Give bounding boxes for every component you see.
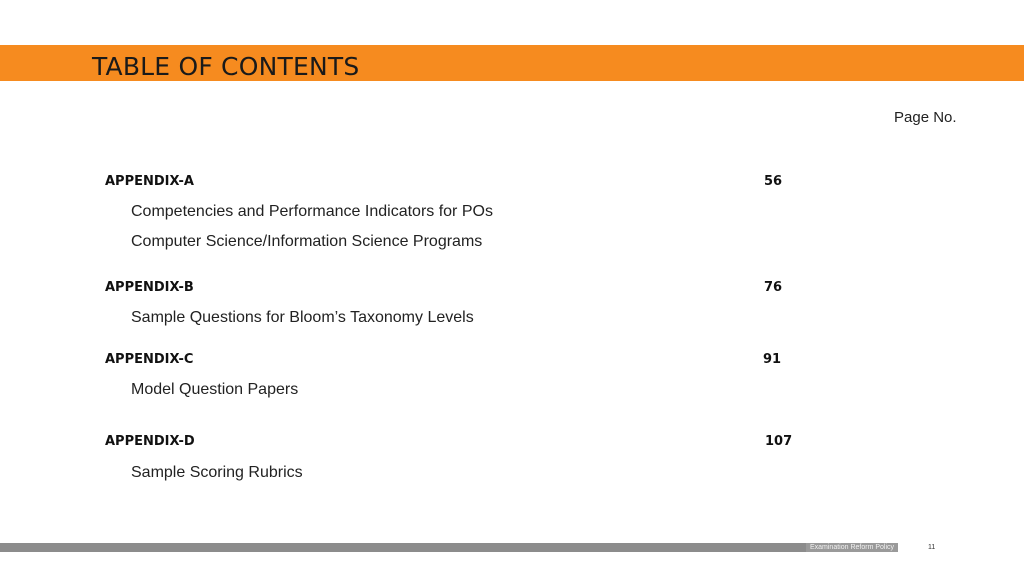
toc-entry-appendix-c-heading: APPENDIX-C xyxy=(105,352,194,367)
toc-entry-appendix-d-heading: APPENDIX-D xyxy=(105,434,195,449)
toc-entry-appendix-a-sub-2: Computer Science/Information Science Programs xyxy=(131,233,483,250)
toc-entry-appendix-b-heading: APPENDIX-B xyxy=(105,280,194,295)
toc-entry-appendix-d-page: 107 xyxy=(765,434,793,449)
toc-entry-appendix-d-sub-1: Sample Scoring Rubrics xyxy=(131,464,303,481)
footer-page-number: 11 xyxy=(928,544,936,551)
toc-entry-appendix-b-page: 76 xyxy=(764,280,783,295)
toc-entry-appendix-c-sub-1: Model Question Papers xyxy=(131,381,299,398)
toc-entry-appendix-c-page: 91 xyxy=(763,352,782,367)
toc-entry-appendix-b-sub-1: Sample Questions for Bloom’s Taxonomy Levels xyxy=(131,309,474,326)
page-title: TABLE OF CONTENTS xyxy=(92,52,360,81)
footer-gap xyxy=(898,543,1024,552)
footer-label: Examination Reform Policy xyxy=(806,543,898,552)
toc-entry-appendix-a-sub-1: Competencies and Performance Indicators for POs xyxy=(131,203,493,220)
toc-entry-appendix-a-page: 56 xyxy=(764,174,783,189)
page-no-label: Page No. xyxy=(894,109,957,126)
toc-entry-appendix-a-heading: APPENDIX-A xyxy=(105,174,194,189)
